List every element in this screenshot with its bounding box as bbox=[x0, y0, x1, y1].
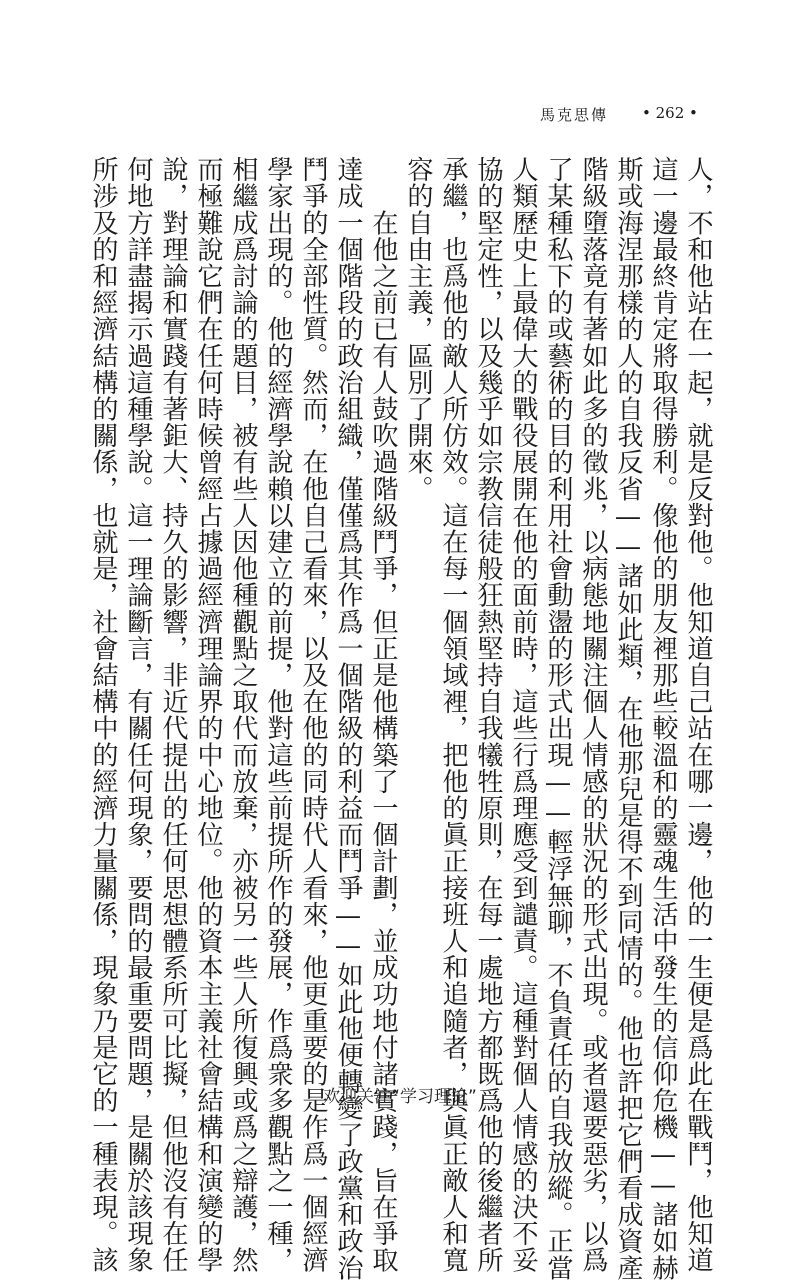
text-column-4: 階級墮落竟有著如此多的徵兆，以病態地關注個人情感的狀況的形式出現。或者還要惡劣，以爲 bbox=[578, 156, 608, 1274]
text-column-7: 協的堅定性，以及幾乎如宗教信徒般狂熱堅持自我犧牲原則，在每一處地方都既爲他的後繼者所 bbox=[473, 156, 503, 1274]
text-column-3: 斯或海涅那樣的人的自我反省——諸如此類，在他那兒是得不到同情的。他也許把它們看成資產 bbox=[613, 156, 643, 1281]
text-column-2: 這一邊最終肯定將取得勝利。像他的朋友裡那些較溫和的靈魂生活中發生的信仰危機——諸如赫 bbox=[648, 156, 678, 1281]
text-column-1: 人，不和他站在一起，就是反對他。他知道自己站在哪一邊，他的一生便是爲此在戰鬥，他知道 bbox=[683, 156, 713, 1274]
running-head bbox=[540, 104, 700, 128]
text-column-13: 學家出現的。他的經濟學說賴以建立的前提，他對這些前提所作的發展，作爲衆多觀點之一種， bbox=[263, 156, 293, 1274]
page-number: • 262 • bbox=[642, 104, 698, 122]
text-column-14: 相繼成爲討論的題目，被有些人因他種觀點之取代而放棄，亦被另一些人所復興或爲之辯護，然 bbox=[228, 156, 258, 1274]
text-column-10: 在他之前已有人鼓吹過階級鬥爭，但正是他構築了一個計劃，並成功地付諸實踐，旨在爭取 bbox=[368, 156, 398, 1274]
text-column-5: 了某種私下的或藝術的目的利用社會動盪的形式出現——輕浮無聊，不負責任的自我放縱。正當 bbox=[543, 156, 573, 1281]
text-column-8: 承繼，也爲他的敵人所仿效。這在每一個領域裡，把他的眞正接班人和追隨者，與眞正敵人和寬 bbox=[438, 156, 468, 1274]
text-column-6: 人類歷史上最偉大的戰役展開在他的面前時，這些行爲理應受到譴責。這種對個人情感的決不妥 bbox=[508, 156, 538, 1274]
book-title: 馬克思傳 bbox=[540, 106, 609, 124]
text-column-12: 鬥爭的全部性質。然而，在他自己看來，以及在他的同時代人看來，他更重要的是作爲一個經濟 bbox=[298, 156, 328, 1274]
footer-note: 欢迎关注“学习理论” bbox=[323, 1087, 477, 1107]
text-column-15: 而極難說它們在任何時候曾經占據過經濟理論界的中心地位。他的資本主義社會結構和演變的學 bbox=[193, 156, 223, 1274]
text-column-16: 說，對理論和實踐有著鉅大、持久的影響，非近代提出的任何思想體系所可比擬，但他沒有在任 bbox=[158, 156, 188, 1274]
text-column-17: 何地方詳盡揭示過這種學說。這一理論斷言，有關任何現象，要問的最重要問題，是關於該現象 bbox=[123, 156, 153, 1274]
text-column-18: 所涉及的和經濟結構的關係，也就是，社會結構中的經濟力量關係，現象乃是它的一種表現。該 bbox=[88, 156, 118, 1274]
text-column-11: 達成一個階段的政治組織，僅僅爲其作爲一個階級的利益而鬥爭——如此他便轉變了政黨和政治 bbox=[333, 156, 363, 1281]
text-column-9: 容的自由主義，區別了開來。 bbox=[403, 156, 433, 502]
